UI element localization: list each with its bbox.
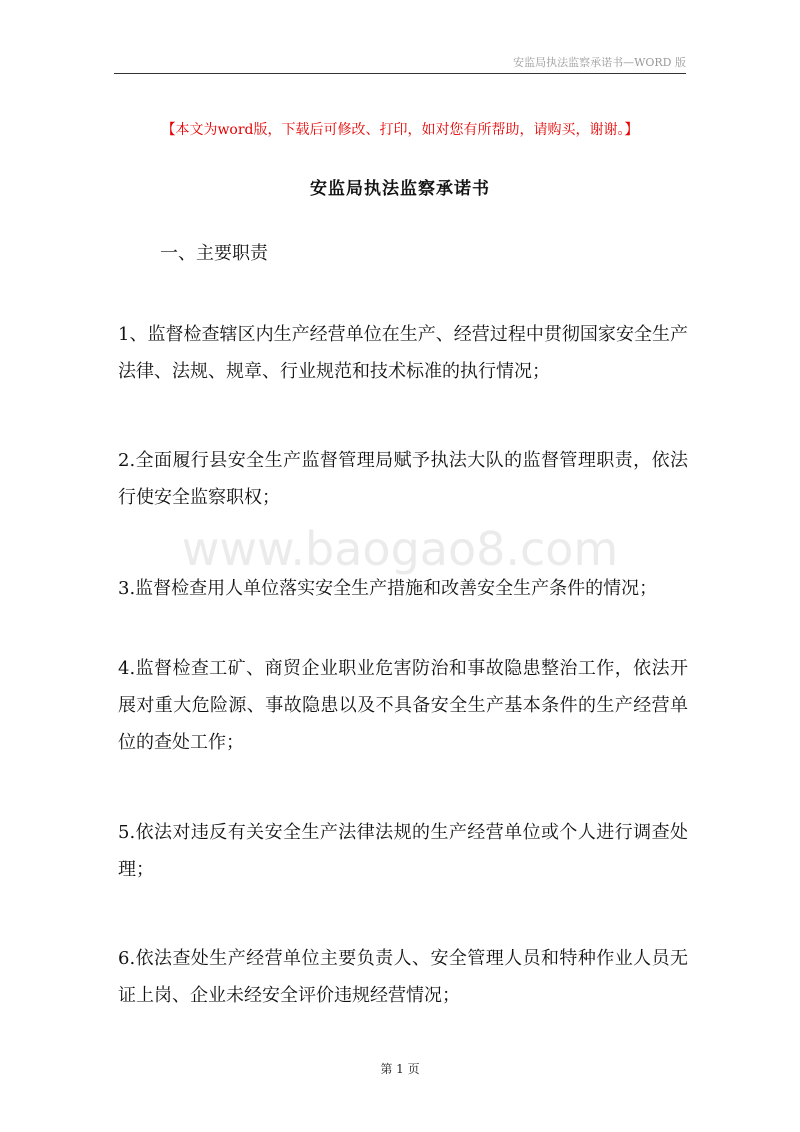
paragraph-1: 1、监督检查辖区内生产经营单位在生产、经营过程中贯彻国家安全生产法律、法规、规章、行业规范和技术标准的执行情况； [118, 324, 688, 382]
paragraph-6: 6.依法查处生产经营单位主要负责人、安全管理人员和特种作业人员无证上岗、企业未经安全评价违规经营情况； [118, 948, 688, 1006]
paragraph-4: 4.监督检查工矿、商贸企业职业危害防治和事故隐患整治工作，依法开展对重大危险源、事故隐患以及不具备安全生产基本条件的生产经营单位的查处工作； [118, 658, 688, 753]
paragraph-3: 3.监督检查用人单位落实安全生产措施和改善安全生产条件的情况； [118, 578, 658, 599]
section-heading: 一、主要职责 [160, 243, 268, 264]
paragraph-2: 2.全面履行县安全生产监督管理局赋予执法大队的监督管理职责，依法行使安全监察职权； [118, 450, 688, 508]
document-title: 安监局执法监察承诺书 [310, 179, 490, 199]
watermark: www.baogao8.com [181, 522, 619, 576]
page-number: 第 1 页 [380, 1062, 420, 1076]
running-header: 安监局执法监察承诺书—WORD 版 [513, 56, 686, 69]
paragraph-5: 5.依法对违反有关安全生产法律法规的生产经营单位或个人进行调查处理； [118, 822, 688, 880]
purchase-notice: 【本文为word版，下载后可修改、打印，如对您有所帮助，请购买，谢谢。】 [161, 122, 639, 138]
header-divider [114, 73, 686, 74]
